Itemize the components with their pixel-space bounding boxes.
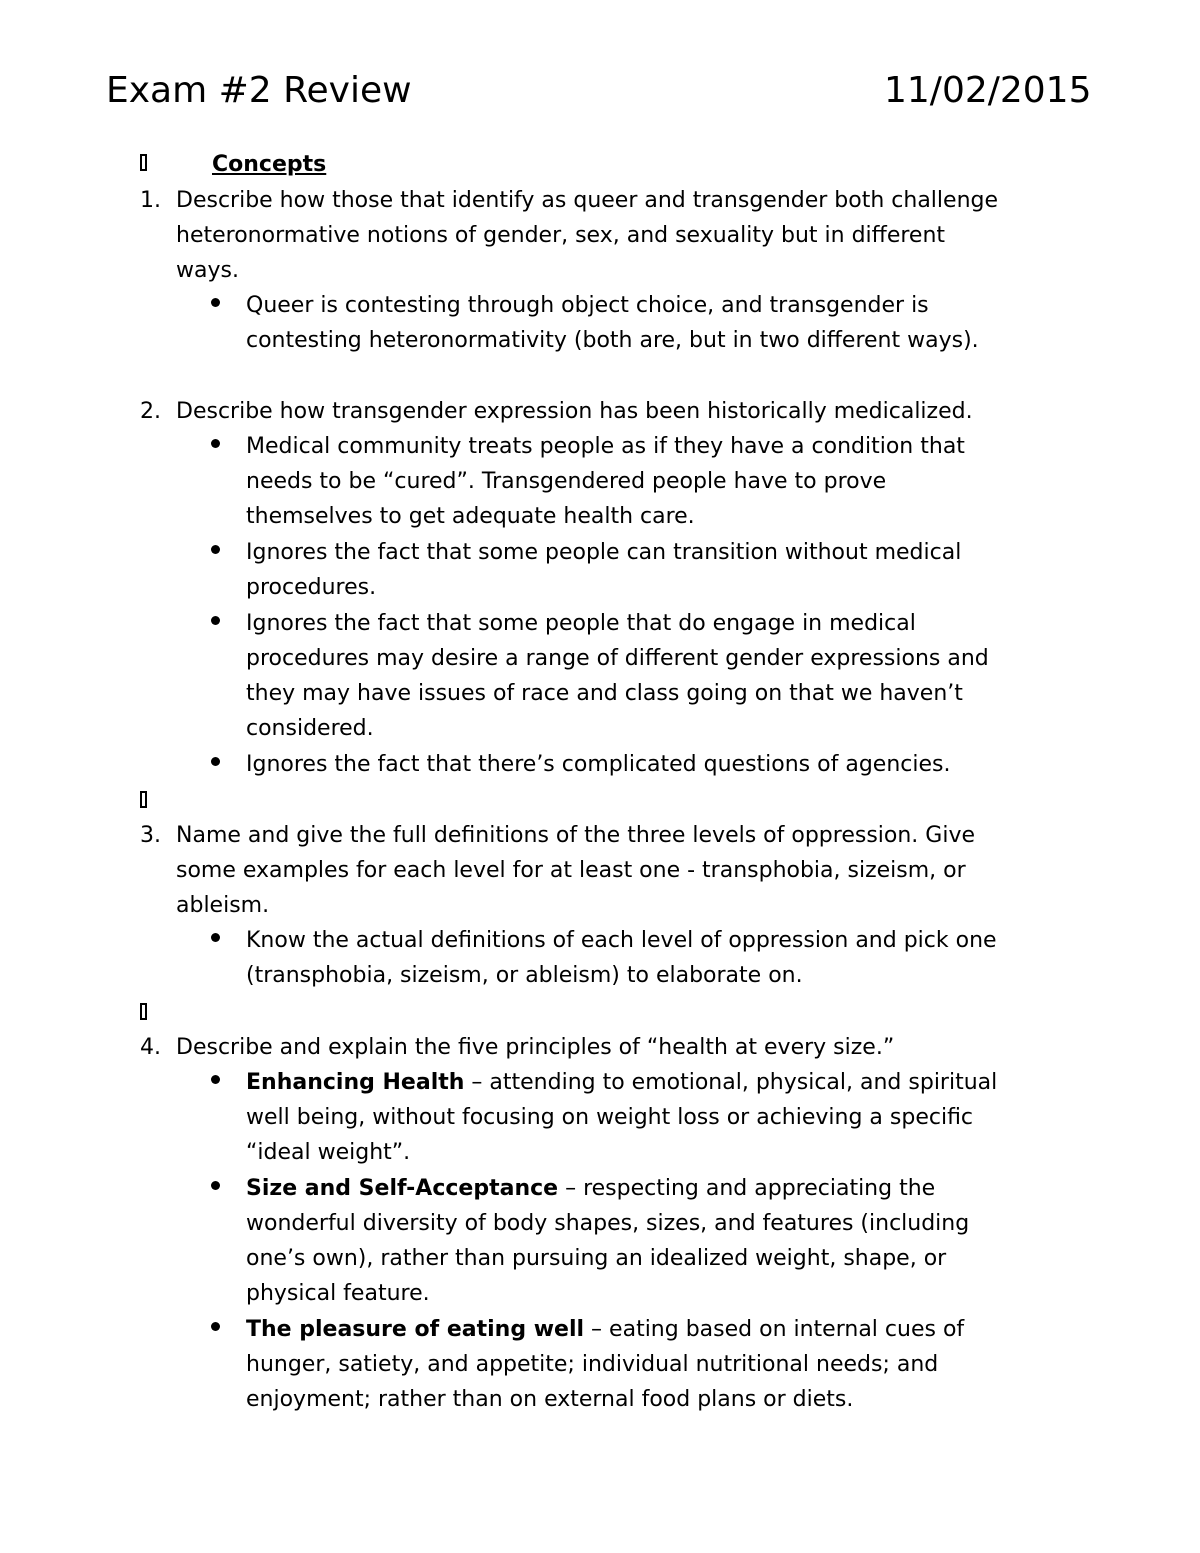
q3-bullet-1-line-1: Know the actual definitions of each level of oppression and pick one bbox=[246, 928, 997, 953]
q1-line-1: Describe how those that identify as queer and transgender both challenge bbox=[176, 188, 999, 213]
q2-bullet-3-line-3: they may have issues of race and class going on that we haven’t bbox=[246, 681, 963, 706]
q2-bullet-3-line-1: Ignores the fact that some people that do engage in medical bbox=[246, 611, 916, 636]
q3-line-2: some examples for each level for at least one - transphobia, sizeism, or bbox=[176, 858, 966, 883]
bullet-icon bbox=[211, 1181, 220, 1190]
q3-line-1: Name and give the full definitions of the three levels of oppression. Give bbox=[176, 823, 976, 848]
q1-bullet-1-line-1: Queer is contesting through object choice, and transgender is bbox=[246, 293, 929, 318]
q4-bullet-3-line-3: enjoyment; rather than on external food plans or diets. bbox=[246, 1387, 854, 1412]
bullet-icon bbox=[211, 1322, 220, 1331]
q2-bullet-1-line-1: Medical community treats people as if they have a condition that bbox=[246, 434, 965, 459]
q4-line-1: Describe and explain the five principles of “health at every size.” bbox=[176, 1035, 895, 1060]
q1-bullet-1-line-2: contesting heteronormativity (both are, but in two different ways). bbox=[246, 328, 979, 353]
missing-glyph-icon bbox=[140, 1003, 147, 1020]
bullet-icon bbox=[211, 439, 220, 448]
q2-bullet-2-line-1: Ignores the fact that some people can transition without medical bbox=[246, 540, 962, 565]
q4-bullet-1-line-2: well being, without focusing on weight loss or achieving a specific bbox=[246, 1105, 974, 1130]
q1-line-3: ways. bbox=[176, 258, 239, 283]
q2-line-1: Describe how transgender expression has been historically medicalized. bbox=[176, 399, 973, 424]
q2-bullet-2-line-2: procedures. bbox=[246, 575, 377, 600]
q2-bullet-3-line-2: procedures may desire a range of different gender expressions and bbox=[246, 646, 989, 671]
q4-number: 4. bbox=[140, 1035, 161, 1060]
q3-number: 3. bbox=[140, 823, 161, 848]
document-date: 11/02/2015 bbox=[884, 70, 1092, 111]
q2-bullet-1-line-2: needs to be “cured”. Transgendered people have to prove bbox=[246, 469, 887, 494]
bullet-icon bbox=[211, 1075, 220, 1084]
bullet-icon bbox=[211, 616, 220, 625]
q4-bullet-3-term: The pleasure of eating well bbox=[246, 1317, 585, 1342]
q4-bullet-3-text: – eating based on internal cues of bbox=[584, 1317, 965, 1342]
bullet-icon bbox=[211, 933, 220, 942]
bullet-icon bbox=[211, 298, 220, 307]
q4-bullet-3-line-2: hunger, satiety, and appetite; individual nutritional needs; and bbox=[246, 1352, 939, 1377]
document-title: Exam #2 Review bbox=[106, 70, 412, 111]
bullet-icon bbox=[211, 545, 220, 554]
q4-bullet-1-line-1 bbox=[246, 1065, 997, 1100]
q4-bullet-2-line-3: one’s own), rather than pursuing an idealized weight, shape, or bbox=[246, 1246, 947, 1271]
bullet-icon bbox=[211, 757, 220, 766]
q4-bullet-3-line-1 bbox=[246, 1312, 964, 1347]
q1-line-2: heteronormative notions of gender, sex, and sexuality but in different bbox=[176, 223, 946, 248]
q4-bullet-1-text: – attending to emotional, physical, and spiritual bbox=[464, 1070, 998, 1095]
q2-bullet-1-line-3: themselves to get adequate health care. bbox=[246, 504, 695, 529]
q2-bullet-3-line-4: considered. bbox=[246, 716, 374, 741]
q4-bullet-2-term: Size and Self-Acceptance bbox=[246, 1176, 559, 1201]
q1-number: 1. bbox=[140, 188, 161, 213]
q3-line-3: ableism. bbox=[176, 893, 270, 918]
section-heading: Concepts bbox=[212, 152, 327, 177]
q2-number: 2. bbox=[140, 399, 161, 424]
q4-bullet-1-term: Enhancing Health bbox=[246, 1070, 465, 1095]
q2-bullet-4-line-1: Ignores the fact that there’s complicated questions of agencies. bbox=[246, 752, 951, 777]
q4-bullet-1-line-3: “ideal weight”. bbox=[246, 1140, 411, 1165]
missing-glyph-icon bbox=[140, 154, 147, 171]
missing-glyph-icon bbox=[140, 791, 147, 808]
q4-bullet-2-line-4: physical feature. bbox=[246, 1281, 430, 1306]
q4-bullet-2-text: – respecting and appreciating the bbox=[558, 1176, 936, 1201]
q3-bullet-1-line-2: (transphobia, sizeism, or ableism) to elaborate on. bbox=[246, 963, 803, 988]
q4-bullet-2-line-1 bbox=[246, 1171, 935, 1206]
q4-bullet-2-line-2: wonderful diversity of body shapes, sizes, and features (including bbox=[246, 1211, 970, 1236]
